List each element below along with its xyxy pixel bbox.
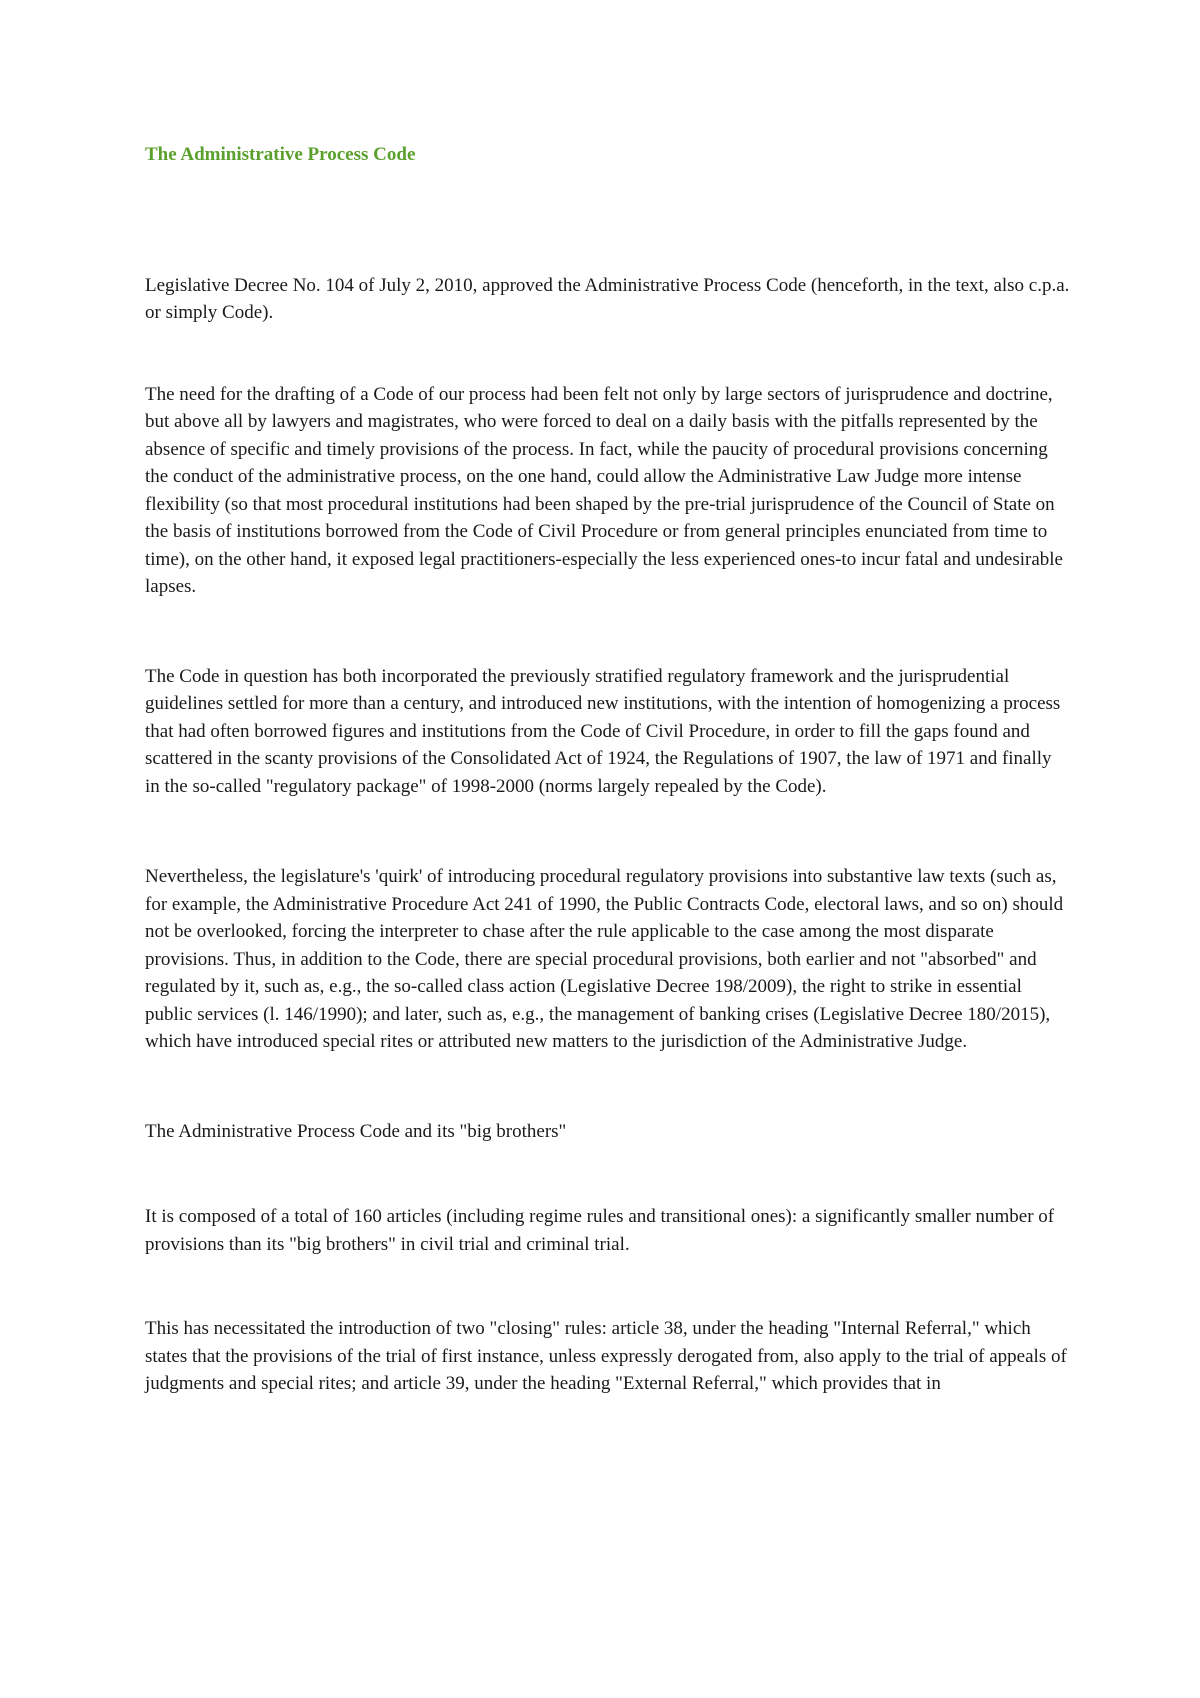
- paragraph-code-incorporation: The Code in question has both incorporated the previously stratified regulatory framework and the jurisprudential guidelines settled for more than a century, and introduced new institutions, with the intention of homogenizing a process that had often borrowed figures and institutions from the Code of Civil Procedure, in order to fill the gaps found and scattered in the scanty provisions of the Consolidated Act of 1924, the Regulations of 1907, the law of 1971 and finally in the so-called "regulatory package" of 1998-2000 (norms largely repealed by the Code).: [145, 665, 1061, 797]
- document-title: The Administrative Process Code: [145, 144, 416, 165]
- paragraph-closing-rules: This has necessitated the introduction of two "closing" rules: article 38, under the heading "Internal Referral," which states that the provisions of the trial of first instance, unless expressly derogated from, also apply to the trial of appeals of judgments and special rites; and article 39, under the heading "External Referral," which provides that in: [145, 1318, 1067, 1394]
- paragraph-article-count: It is composed of a total of 160 articles (including regime rules and transitional ones): a significantly smaller number of provisions than its "big brothers" in civil trial and criminal trial.: [145, 1206, 1055, 1255]
- document-body: [145, 141, 1070, 1398]
- paragraph-legislature-quirk: Nevertheless, the legislature's 'quirk' of introducing procedural regulatory provisions into substantive law texts (such as, for example, the Administrative Procedure Act 241 of 1990, the Public Contracts Code, electoral laws, and so on) should not be overlooked, forcing the interpreter to chase after the rule applicable to the case among the most disparate provisions. Thus, in addition to the Code, there are special procedural provisions, both earlier and not "absorbed" and regulated by it, such as, e.g., the so-called class action (Legislative Decree 198/2009), the right to strike in essential public services (l. 146/1990); and later, such as, e.g., the management of banking crises (Legislative Decree 180/2015), which have introduced special rites or attributed new matters to the jurisdiction of the Administrative Judge.: [145, 866, 1064, 1052]
- paragraph-drafting-need: The need for the drafting of a Code of our process had been felt not only by large sectors of jurisprudence and doctrine, but above all by lawyers and magistrates, who were forced to deal on a daily basis with the pitfalls represented by the absence of specific and timely provisions of the process. In fact, while the paucity of procedural provisions concerning the conduct of the administrative process, on the one hand, could allow the Administrative Law Judge more intense flexibility (so that most procedural institutions had been shaped by the pre-trial jurisprudence of the Council of State on the basis of institutions borrowed from the Code of Civil Procedure or from general principles enunciated from time to time), on the other hand, it exposed legal practitioners-especially the less experienced ones-to incur fatal and undesirable lapses.: [145, 383, 1063, 597]
- paragraph-legislative-decree: Legislative Decree No. 104 of July 2, 2010, approved the Administrative Process Code (henceforth, in the text, also c.p.a. or simply Code).: [145, 274, 1070, 323]
- section-heading-big-brothers: The Administrative Process Code and its "big brothers": [145, 1120, 567, 1142]
